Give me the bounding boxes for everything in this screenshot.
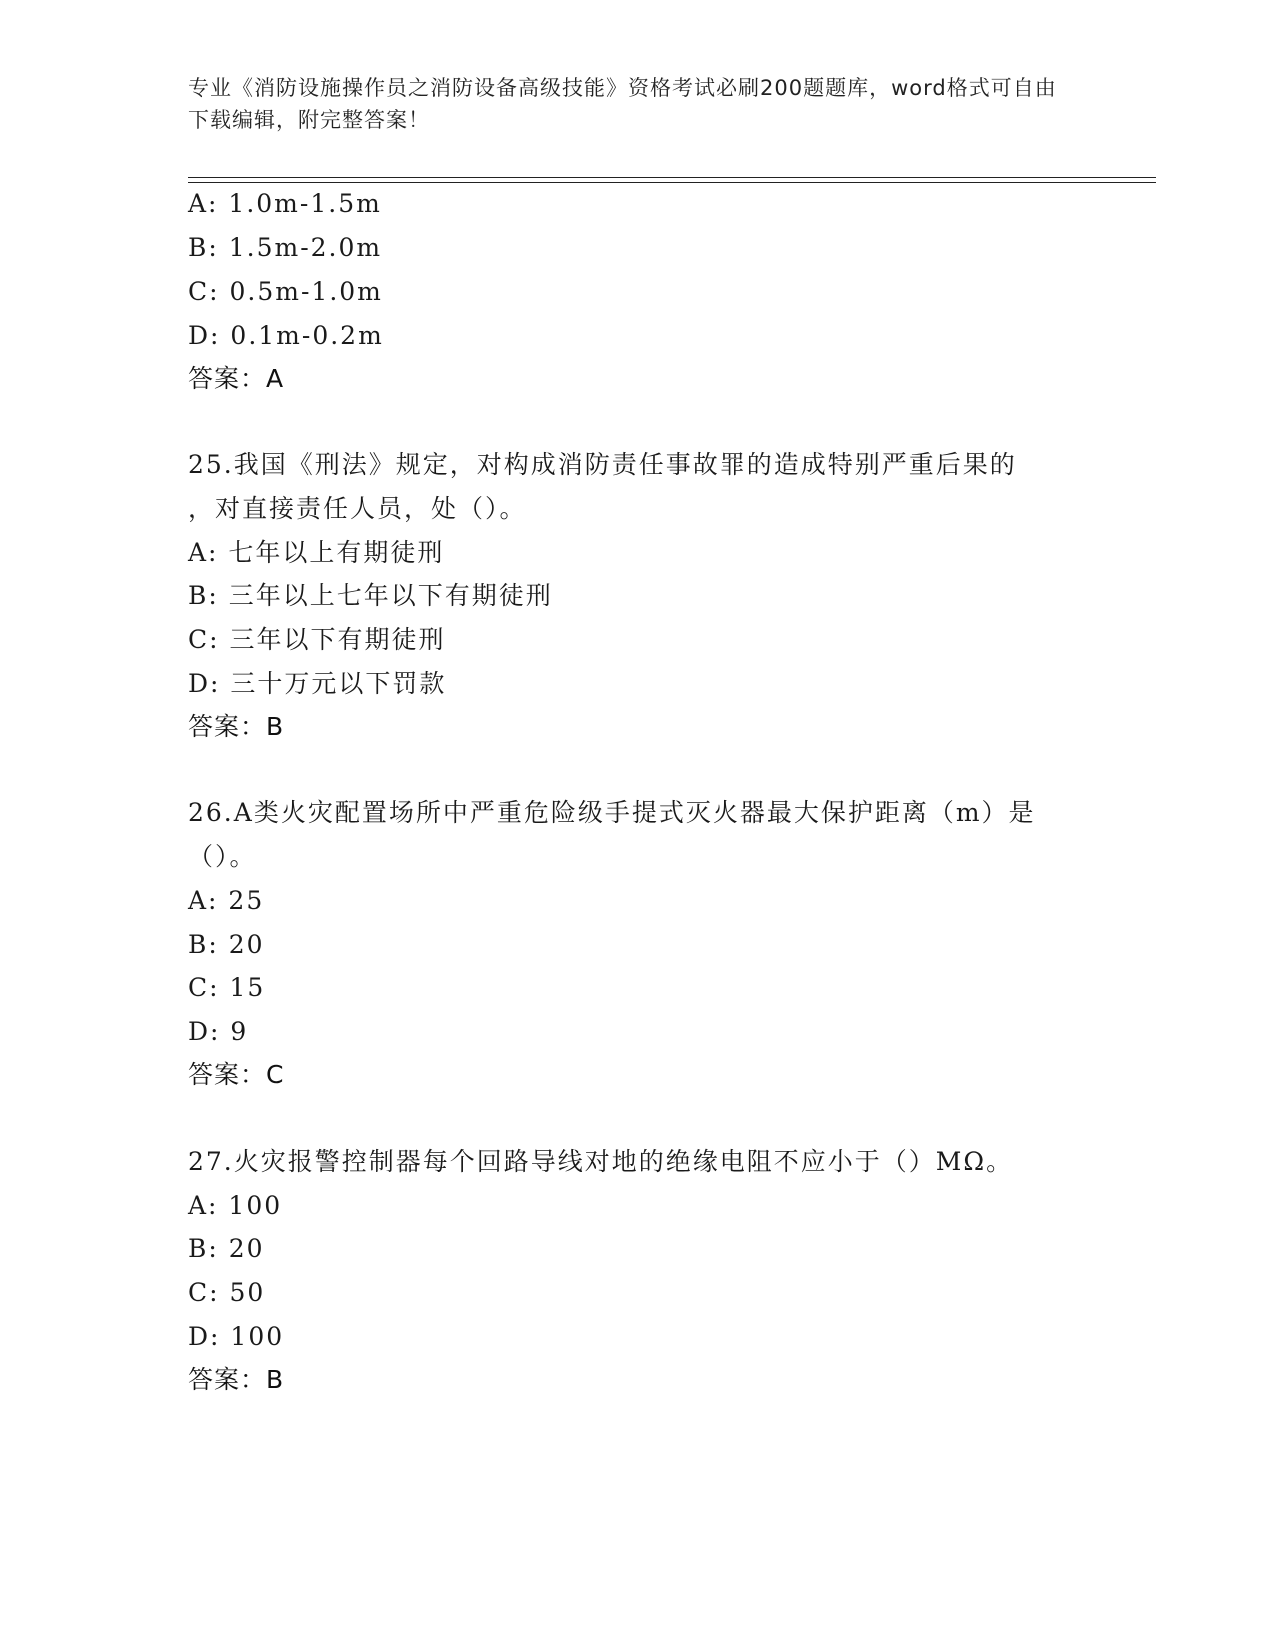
q26-question-line1: 26.A类火灾配置场所中严重危险级手提式灭火器最大保护距离（m）是	[188, 798, 1036, 827]
q25-option-c: C: 三年以下有期徒刑	[188, 625, 446, 654]
q25-option-d: D: 三十万元以下罚款	[188, 669, 447, 698]
q27-option-b: B: 20	[188, 1234, 265, 1263]
q26-option-a: A: 25	[188, 886, 265, 915]
q25-option-b: B: 三年以上七年以下有期徒刑	[188, 581, 553, 610]
q26-option-d: D: 9	[188, 1017, 249, 1046]
q27-option-a: A: 100	[188, 1191, 283, 1220]
document-header: 专业《消防设施操作员之消防设备高级技能》资格考试必刷200题题库，word格式可自由下载编辑，附完整答案！	[188, 76, 1057, 132]
q27-answer: 答案：B	[188, 1365, 285, 1394]
q24-option-b: B: 1.5m-2.0m	[188, 233, 383, 262]
q25-answer: 答案：B	[188, 712, 285, 741]
q24-answer: 答案：A	[188, 364, 285, 393]
q24-option-c: C: 0.5m-1.0m	[188, 277, 383, 306]
q24-option-a: A: 1.0m-1.5m	[188, 189, 382, 218]
header-divider-bottom	[188, 182, 1156, 183]
q27-question-line1: 27.火灾报警控制器每个回路导线对地的绝缘电阻不应小于（）MΩ。	[188, 1147, 1014, 1176]
q25-option-a: A: 七年以上有期徒刑	[188, 538, 445, 567]
q27-option-c: C: 50	[188, 1278, 266, 1307]
q25-question-line1: 25.我国《刑法》规定，对构成消防责任事故罪的造成特别严重后果的	[188, 450, 1017, 479]
q26-question-line2: （）。	[188, 842, 257, 871]
q26-option-b: B: 20	[188, 930, 265, 959]
q26-answer: 答案：C	[188, 1060, 285, 1089]
q25-question-line2: ，对直接责任人员，处（）。	[188, 494, 527, 523]
header-divider-top	[188, 177, 1156, 178]
q24-option-d: D: 0.1m-0.2m	[188, 321, 384, 350]
q26-option-c: C: 15	[188, 973, 266, 1002]
q27-option-d: D: 100	[188, 1322, 285, 1351]
